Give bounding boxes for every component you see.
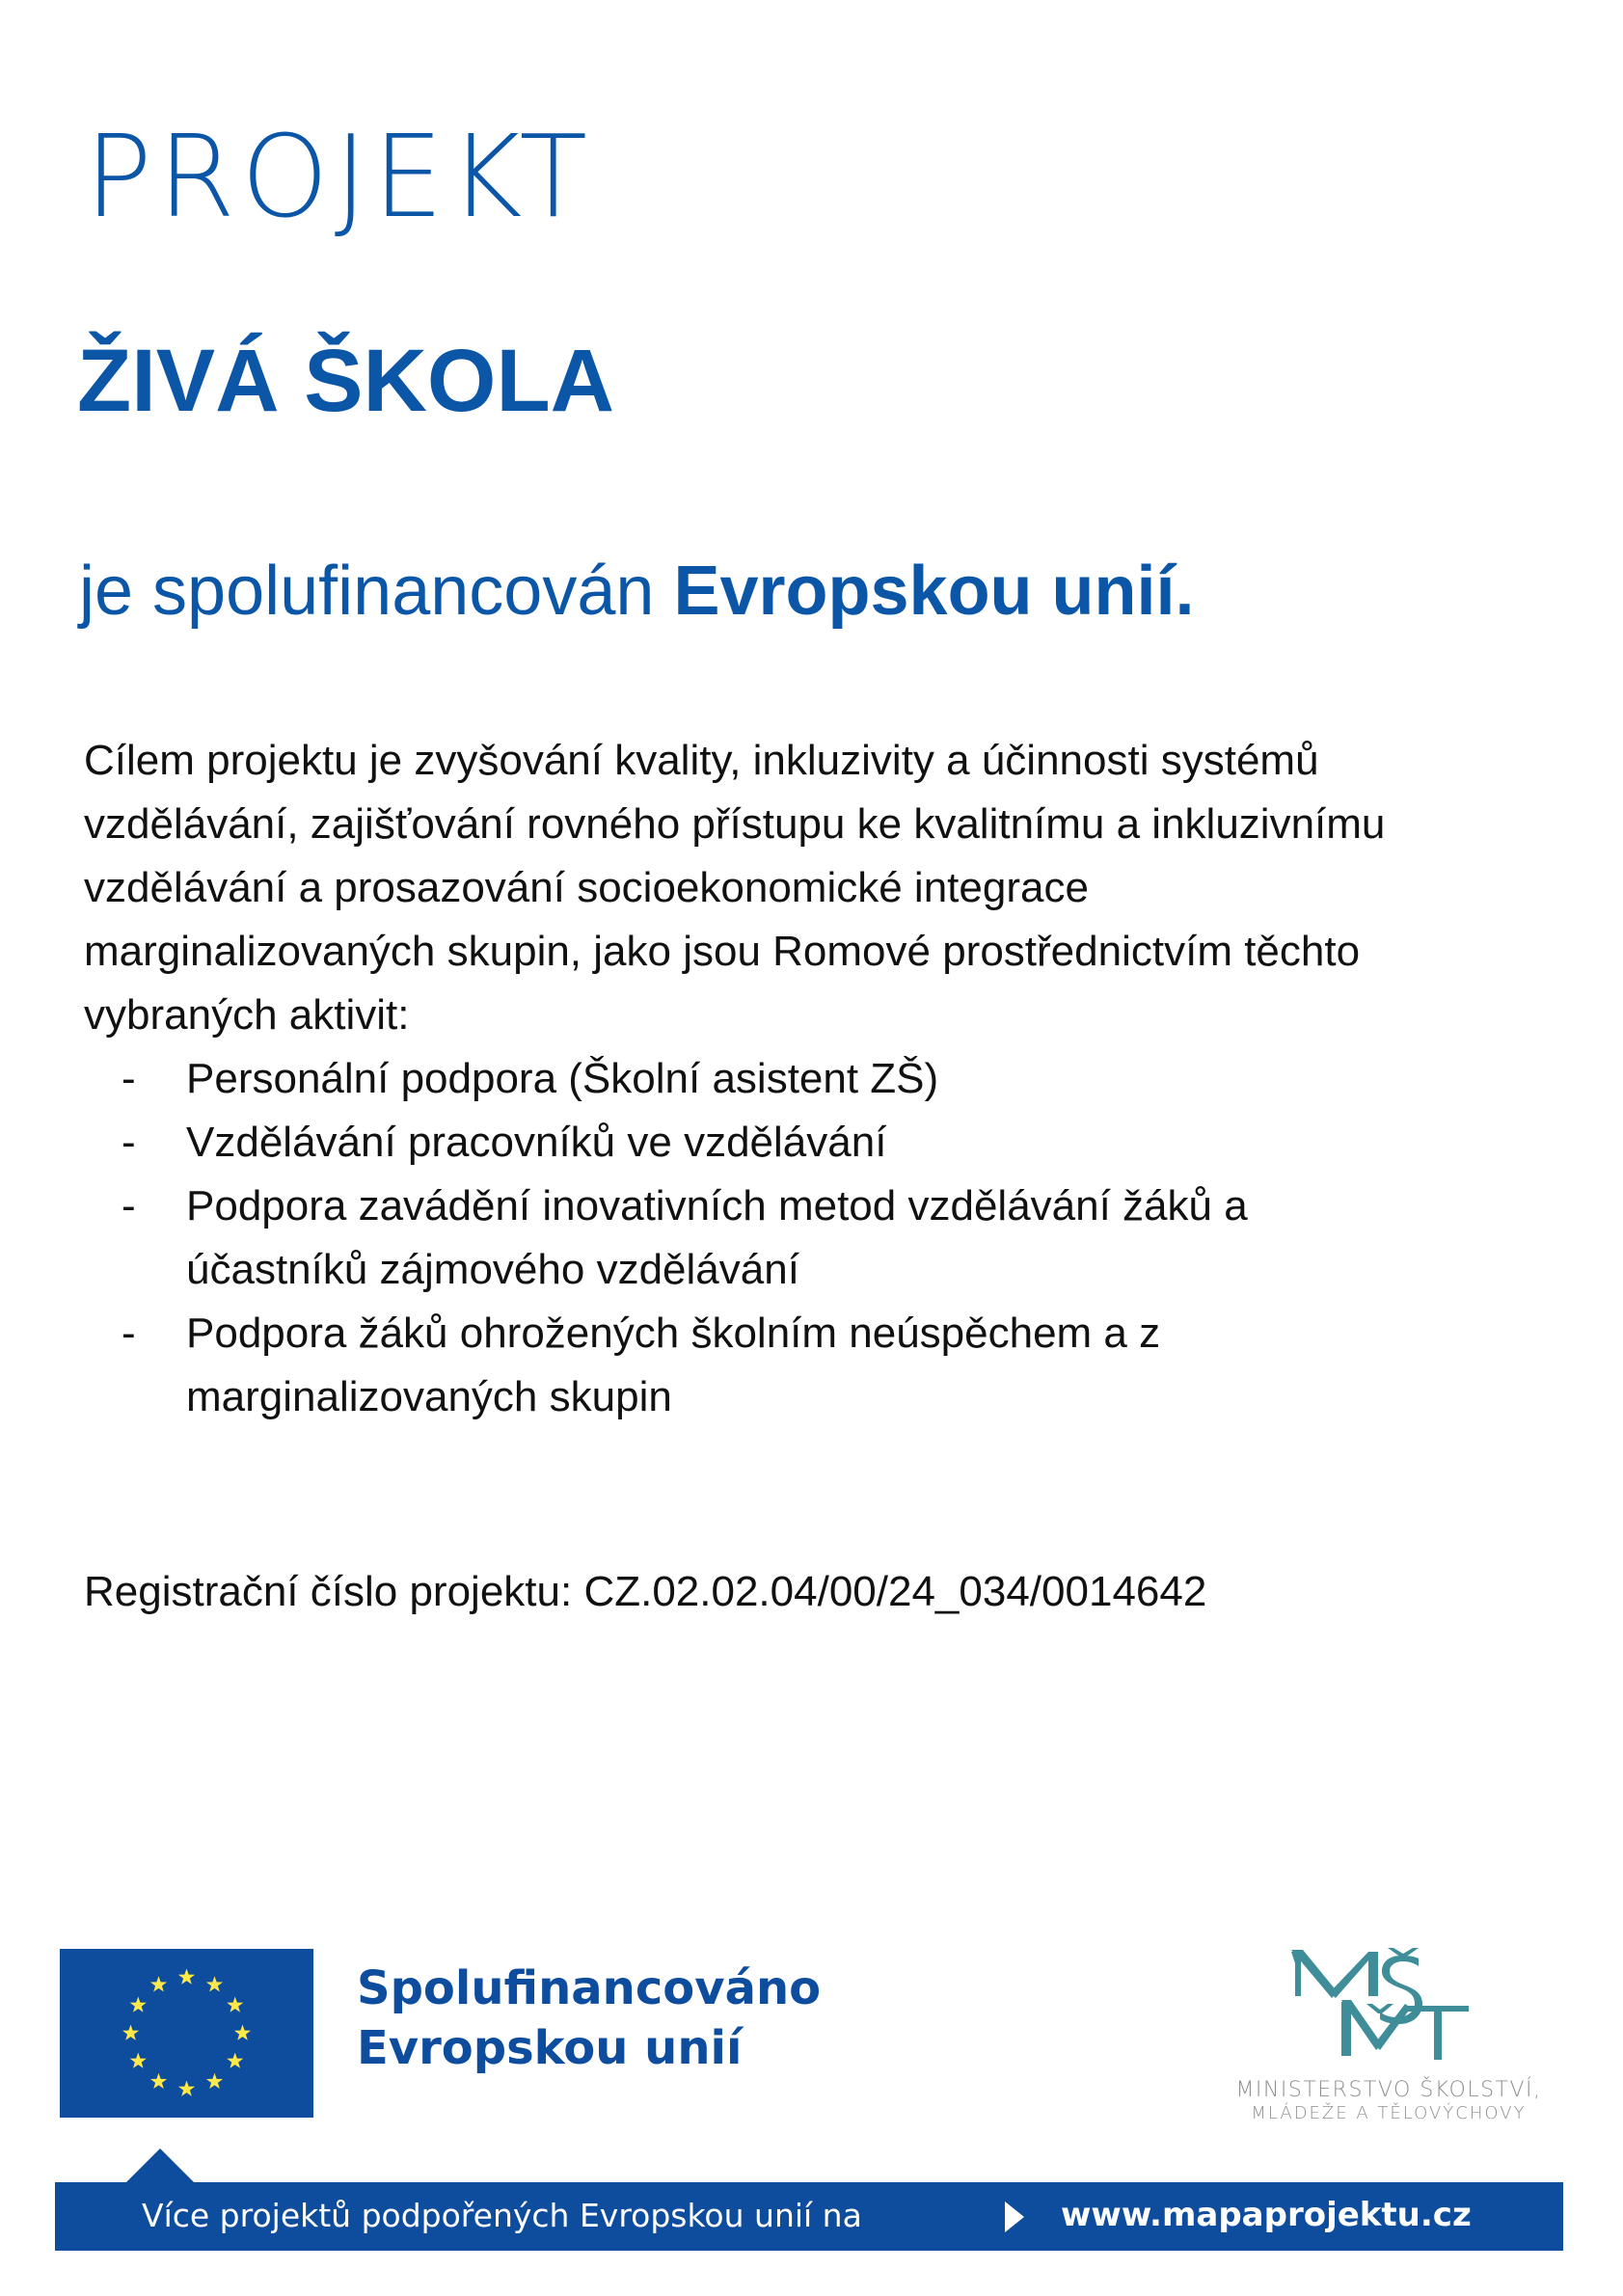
project-name: ŽIVÁ ŠKOLA bbox=[77, 332, 615, 430]
eu-logo-text bbox=[357, 1958, 821, 2078]
description-line: vzdělávání a prosazování socioekonomické integrace bbox=[84, 864, 1089, 911]
bullet-dash: - bbox=[122, 1119, 136, 1166]
description-line: Cílem projektu je zvyšování kvality, inkluzivity a účinnosti systémů bbox=[84, 737, 1319, 784]
eu-star-icon bbox=[150, 1976, 167, 1991]
eu-star-icon bbox=[227, 2053, 243, 2068]
project-description bbox=[84, 729, 1530, 1047]
eu-star-icon bbox=[150, 2073, 167, 2089]
eu-star-icon bbox=[206, 2073, 223, 2089]
eu-flag-icon bbox=[60, 1949, 313, 2118]
bullet-dash: - bbox=[122, 1310, 136, 1357]
bullet-dash: - bbox=[122, 1182, 136, 1229]
eu-star-icon bbox=[227, 1997, 243, 2012]
description-line: marginalizovaných skupin, jako jsou Romové prostřednictvím těchto bbox=[84, 928, 1361, 975]
eu-star-icon bbox=[130, 1997, 147, 2012]
banner-pointer-icon bbox=[125, 2148, 195, 2183]
msmt-name bbox=[1205, 2078, 1572, 2124]
activity-item bbox=[0, 1175, 1248, 1302]
title-label: PROJEKT bbox=[85, 110, 593, 243]
activity-line: Podpora žáků ohrožených školním neúspěchem a z bbox=[186, 1310, 1161, 1357]
activity-line: Personální podpora (Školní asistent ZŠ) bbox=[186, 1055, 939, 1102]
eu-star-icon bbox=[178, 1969, 195, 1985]
msmt-monogram-icon bbox=[1287, 1948, 1471, 2064]
msmt-name-line1: MINISTERSTVO ŠKOLSTVÍ, bbox=[1235, 2078, 1542, 2102]
activity-line: Vzdělávání pracovníků ve vzdělávání bbox=[186, 1119, 887, 1166]
eu-star-icon bbox=[130, 2053, 147, 2068]
activity-line: Podpora zavádění inovativních metod vzdělávání žáků a bbox=[186, 1182, 1248, 1229]
eu-logo-line1: Spolufinancováno bbox=[357, 1961, 822, 2015]
cofinanced-prefix: je spolufinancován bbox=[79, 553, 674, 630]
description-line: vybraných aktivit: bbox=[84, 991, 410, 1039]
eu-logo-line2: Evropskou unií bbox=[357, 2021, 743, 2075]
eu-star-icon bbox=[122, 2025, 139, 2040]
msmt-name-line2: MLÁDEŽE A TĚLOVÝCHOVY bbox=[1251, 2103, 1527, 2123]
activity-line: účastníků zájmového vzdělávání bbox=[186, 1246, 799, 1293]
eu-star-icon bbox=[206, 1976, 223, 1991]
msmt-logo bbox=[1205, 1948, 1572, 2131]
banner-url-link[interactable]: www.mapaprojektu.cz bbox=[1061, 2196, 1472, 2234]
eu-star-icon bbox=[178, 2081, 195, 2096]
activity-item bbox=[0, 1047, 1248, 1111]
eu-cofinancing-logo bbox=[60, 1949, 1082, 2119]
activity-list bbox=[0, 1047, 1248, 1429]
play-arrow-icon bbox=[1005, 2201, 1024, 2232]
cofinanced-eu: Evropskou unií. bbox=[673, 553, 1195, 630]
registration-number: Registrační číslo projektu: CZ.02.02.04/00/24_034/0014642 bbox=[84, 1568, 1207, 1615]
activity-line: marginalizovaných skupin bbox=[186, 1373, 672, 1420]
bullet-dash: - bbox=[122, 1055, 136, 1102]
description-line: vzdělávání, zajišťování rovného přístupu ke kvalitnímu a inkluzivnímu bbox=[84, 800, 1386, 848]
eu-stars bbox=[60, 1949, 313, 2118]
banner-text: Více projektů podpořených Evropskou unií na bbox=[142, 2197, 862, 2234]
activity-item bbox=[0, 1302, 1248, 1429]
mapaprojektu-banner[interactable] bbox=[55, 2182, 1563, 2251]
eu-star-icon bbox=[234, 2025, 251, 2040]
activity-item bbox=[0, 1111, 1248, 1175]
cofinanced-statement bbox=[79, 548, 1195, 635]
